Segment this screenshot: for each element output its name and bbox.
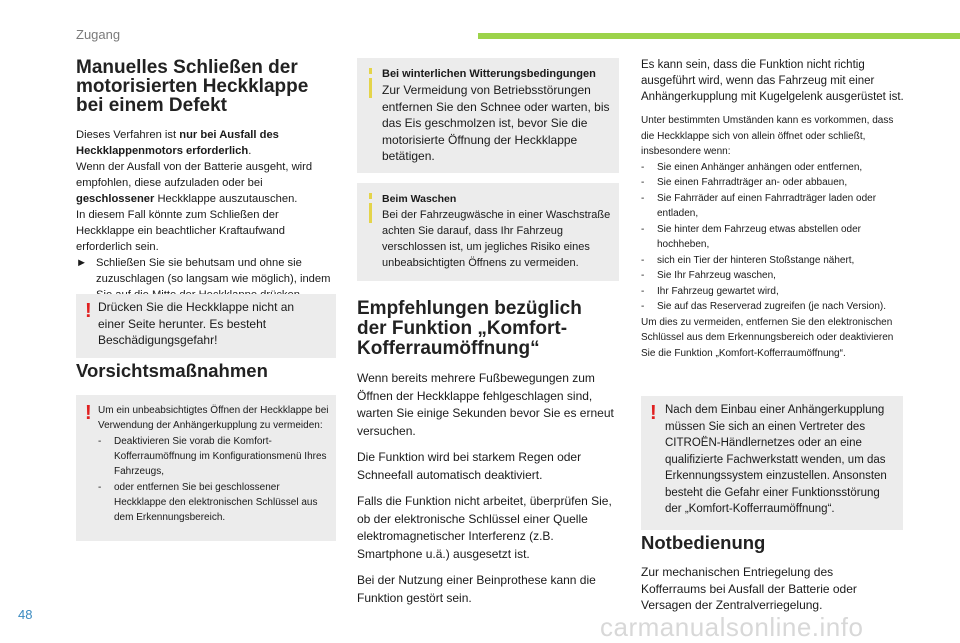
- info-washing-title: Beim Waschen: [382, 193, 457, 205]
- dash-marker: -: [641, 177, 645, 188]
- warning-text-1: Drücken Sie die Heckklappe nicht an einer Seite herunter. Es besteht Beschädigungsgefahr!: [98, 300, 295, 347]
- battery-bold: geschlossener: [76, 193, 155, 205]
- circumstances-intro: Unter bestimmten Umständen kann es vorkommen, dass die Heckklappe sich von allein öffnet oder schließt, insbesondere wenn:: [641, 115, 894, 157]
- warning-box-1: [76, 294, 336, 358]
- list-item-text: Sie Ihr Fahrzeug waschen,: [657, 270, 776, 281]
- warning-icon: !: [85, 402, 92, 424]
- list-item: [641, 299, 906, 315]
- section-title-recommendations: Empfehlungen bezüglich der Funktion „Komfort-Kofferraumöffnung“: [357, 298, 582, 359]
- column-3: [641, 57, 906, 361]
- force-paragraph: In diesem Fall könnte zum Schließen der Heckklappe ein beachtlicher Kraftaufwand erforderlich sein.: [76, 209, 285, 253]
- info-winter-text: Zur Vermeidung von Betriebsstörungen entfernen Sie den Schnee oder warten, bis das Eis geschmolzen ist, bevor Sie die motorisierte Öffnung der Heckklappe betätigen.: [382, 83, 610, 163]
- info-washing-text: Bei der Fahrzeugwäsche in einer Waschstraße achten Sie darauf, dass Ihr Fahrzeug verschlossen ist, um jegliches Risiko eines unbeabsichtigten Öffnens zu vermeiden.: [382, 209, 611, 269]
- list-item-text: oder entfernen Sie bei geschlossener Heckklappe den elektronischen Schlüssel aus dem Erkennungsbereich.: [114, 482, 318, 523]
- list-item-text: Sie einen Anhänger anhängen oder entfernen,: [657, 161, 863, 173]
- info-bar-icon: [369, 203, 372, 223]
- dash-marker: -: [641, 285, 645, 297]
- list-item-text: Sie hinter dem Fahrzeug etwas abstellen oder hochheben,: [657, 223, 862, 250]
- step-text: Schließen Sie sie behutsam und ohne sie zuzuschlagen (so langsam wie möglich), indem: [96, 257, 331, 285]
- ball-joint-paragraph: Es kann sein, dass die Funktion nicht richtig ausgeführt wird, wenn das Fahrzeug mit einer Anhängerkupplung mit Kugelgelenk ausgerüstet ist.: [641, 59, 904, 103]
- dash-marker: -: [641, 301, 645, 312]
- intro-text: Dieses Verfahren ist: [76, 129, 180, 141]
- step-marker-icon: ►: [76, 257, 88, 269]
- list-item: [641, 222, 906, 253]
- watermark: carmanualsonline.info: [600, 612, 864, 642]
- section-title-emergency: Notbedienung: [641, 532, 766, 553]
- info-box-winter: [357, 58, 619, 173]
- column-1: [76, 58, 338, 303]
- info-bar-icon: [369, 78, 372, 98]
- battery-text: Wenn der Ausfall von der Batterie ausgeht, wird empfohlen, diese aufzuladen oder bei: [76, 161, 313, 189]
- list-item: [641, 284, 906, 300]
- battery-paragraph: [76, 159, 338, 207]
- warning-icon: !: [85, 300, 92, 322]
- header-accent-bar: [478, 33, 960, 39]
- intro-end: .: [248, 145, 252, 157]
- warning-box-2: [76, 395, 336, 541]
- info-winter-content: [382, 66, 614, 165]
- list-item: [641, 160, 906, 176]
- dash-marker: -: [641, 254, 645, 266]
- info-bar-icon: [369, 68, 372, 74]
- page-number: 48: [18, 607, 33, 622]
- circumstances-block: [641, 113, 906, 361]
- list-item: [641, 268, 906, 284]
- info-bar-icon: [369, 193, 372, 199]
- list-item: [641, 191, 906, 222]
- battery-end: Heckklappe auszutauschen.: [154, 193, 298, 205]
- warning-icon: !: [650, 402, 657, 424]
- recommendation-paragraph: Wenn bereits mehrere Fußbewegungen zum Öffnen der Heckklappe fehlgeschlagen sind, warten Sie einige Sekunden bevor Sie es erneut versuchen.: [357, 371, 614, 438]
- emergency-paragraph: Zur mechanischen Entriegelung des Kofferraums bei Ausfall der Batterie oder Versagen der Zentralverriegelung.: [641, 565, 857, 612]
- section-header: Zugang: [76, 27, 121, 42]
- section-title-precautions: Vorsichtsmaßnahmen: [76, 360, 268, 381]
- list-item-text: Sie auf das Reserverad zugreifen (je nach Version).: [657, 301, 887, 312]
- list-item: [641, 253, 906, 269]
- list-item: [98, 434, 330, 479]
- list-item-text: Sie Fahrräder auf einen Fahrradträger laden oder entladen,: [657, 192, 877, 219]
- dash-marker: -: [641, 192, 645, 204]
- info-winter-title: Bei winterlichen Witterungsbedingungen: [382, 68, 596, 80]
- intro-bold: nur bei Ausfall des Heckklappenmotors erforderlich: [76, 129, 279, 157]
- list-item-text: Deaktivieren Sie vorab die Komfort-Kofferraumöffnung im Konfigurationsmenü Ihres Fahrzeugs,: [114, 436, 327, 477]
- warning-text-3: Nach dem Einbau einer Anhängerkupplung müssen Sie sich an einen Vertreter des CITROËN-Händlernetzes oder an eine qualifizierte Fachwerkstatt wenden, um das Erkennungssystem einzustellen. Ansonsten besteht die Gefahr einer Funktionsstörung der „Komfort-Kofferraumöffnung“.: [665, 404, 887, 515]
- avoid-paragraph: Um dies zu vermeiden, entfernen Sie den elektronischen Schlüssel aus dem Erkennungsbereich oder deaktivieren Sie die Funktion „Komfort-Kofferraumöffnung“.: [641, 316, 894, 359]
- list-item-text: Sie einen Fahrradträger an- oder abbauen,: [657, 177, 848, 188]
- recommendation-paragraph: Falls die Funktion nicht arbeitet, überprüfen Sie, ob der elektronische Schlüssel einer Quelle elektromagnetischer Interferenz (z.B. Smartphone u.ä.) ausgesetzt ist.: [357, 494, 612, 561]
- info-washing-content: [382, 192, 614, 271]
- list-item: [98, 480, 330, 525]
- recommendation-paragraph: Bei der Nutzung einer Beinprothese kann die Funktion gestört sein.: [357, 573, 596, 605]
- list-item-text: Ihr Fahrzeug gewartet wird,: [657, 285, 779, 297]
- dash-marker: -: [641, 161, 645, 173]
- info-box-washing: [357, 183, 619, 281]
- section-title-manual-close: Manuelles Schließen der motorisierten Heckklappe bei einem Defekt: [76, 57, 309, 116]
- dash-marker: -: [98, 436, 102, 447]
- intro-paragraph: [76, 127, 338, 159]
- list-item: [641, 175, 906, 191]
- column-2: [357, 299, 615, 607]
- recommendation-paragraph: Die Funktion wird bei starkem Regen oder Schneefall automatisch deaktiviert.: [357, 450, 582, 482]
- dash-marker: -: [641, 270, 645, 281]
- dash-marker: -: [641, 223, 645, 235]
- list-item-text: sich ein Tier der hinteren Stoßstange nähert,: [657, 254, 855, 266]
- warning-2-content: [98, 403, 330, 525]
- warning-2-intro: Um ein unbeabsichtigtes Öffnen der Heckklappe bei Verwendung der Anhängerkupplung zu vermeiden:: [98, 405, 329, 431]
- warning-box-3: [641, 396, 903, 530]
- dash-marker: -: [98, 482, 102, 493]
